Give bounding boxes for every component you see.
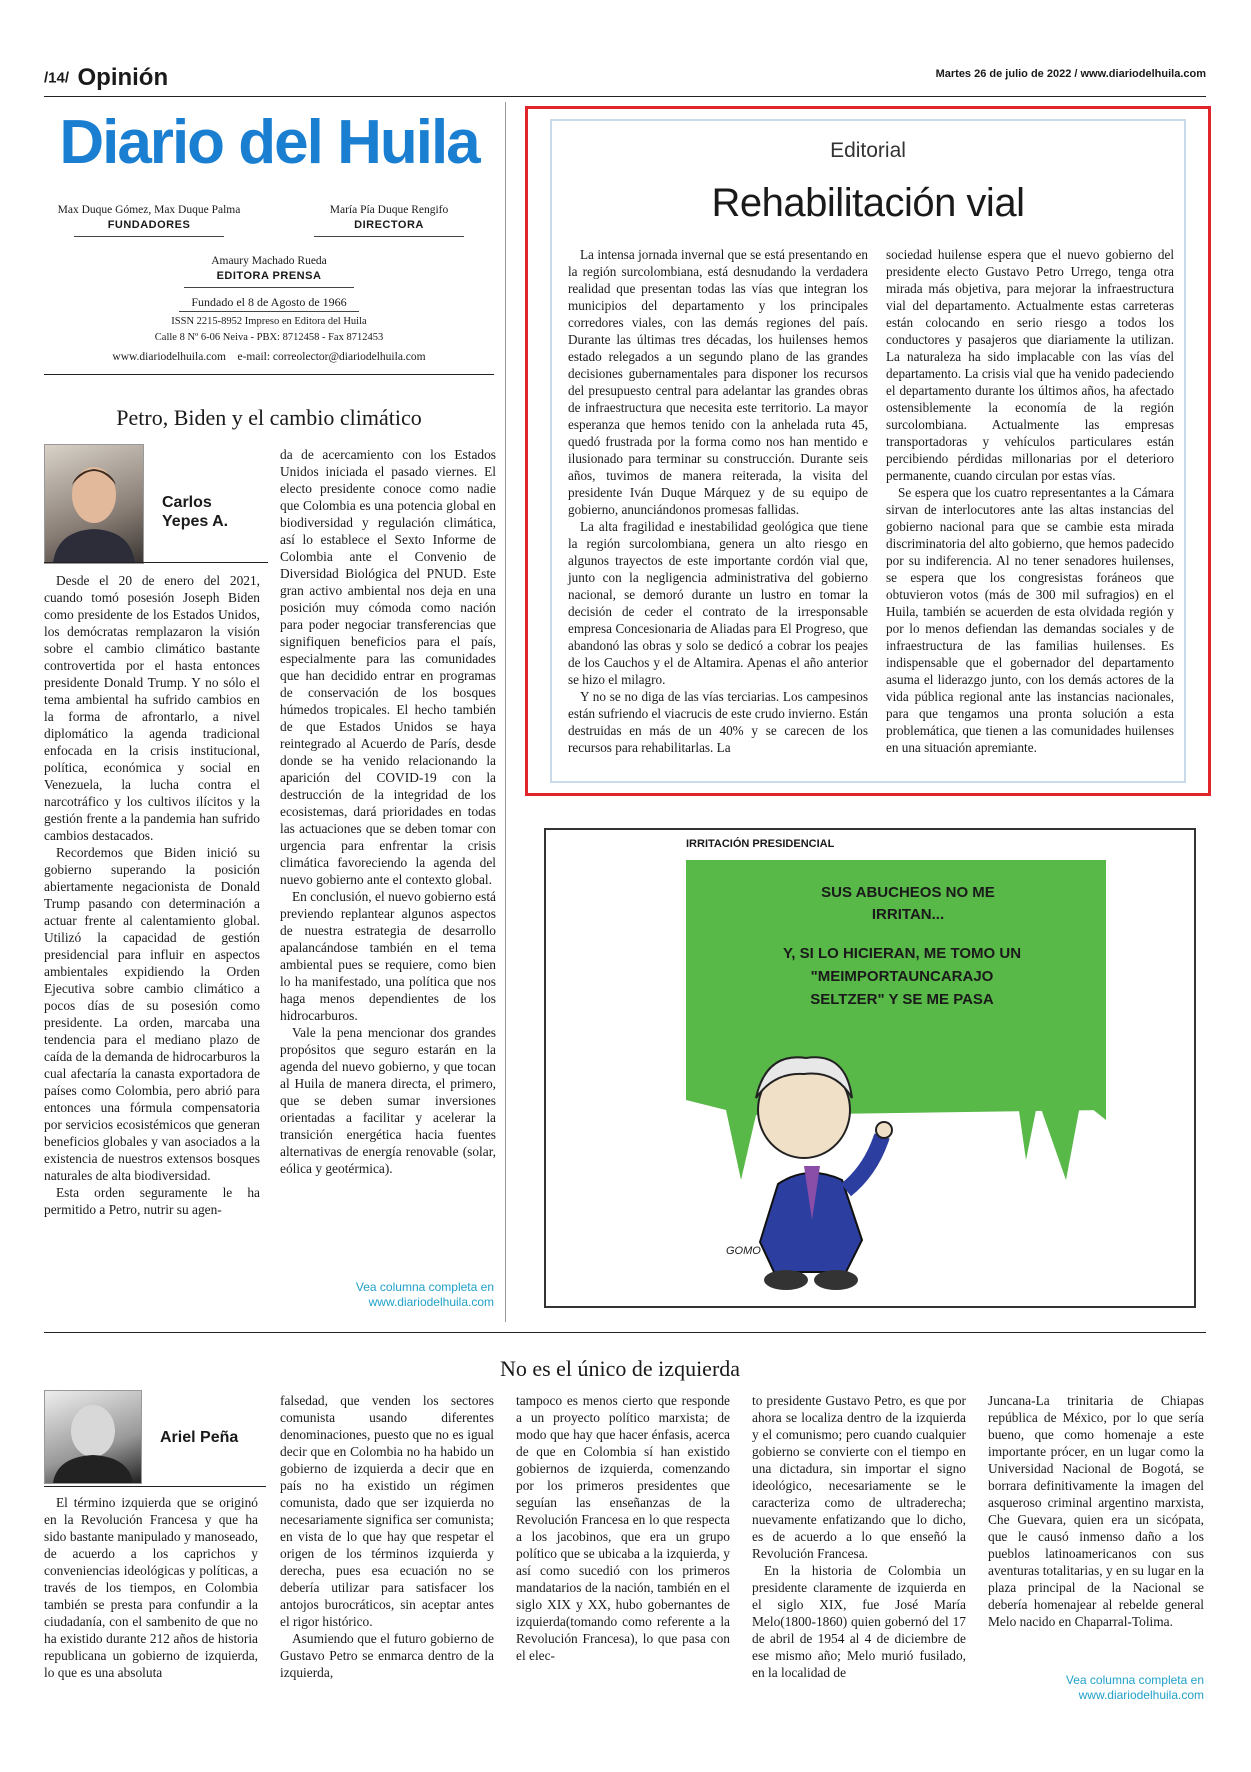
issn-line: ISSN 2215-8952 Impreso en Editora del Huila [171,316,367,327]
header-rule [44,96,1206,97]
author-photo-ariel [44,1390,142,1484]
cartoon-signature: GOMO [726,1245,761,1257]
editorial-title: Rehabilitación vial [711,181,1025,225]
masthead-rule [44,374,494,375]
cartoon-bubble-2: Y, SI LO HICIERAN, ME TOMO UN "MEIMPORTAUNCARAJO SELTZER" Y SE ME PASA [782,945,1022,1008]
masthead-logo: Diario del Huila [59,108,479,177]
editorial-box [525,106,1211,796]
column1-text-b: da de acercamiento con los Estados Unidos iniciada el pasado viernes. El electo presidente conoce como nadie que Colombia es una potencia global en biodiversidad y regulación climática, así lo establece el Sexto Informe de Colombia ante el Convenio de Diversidad Biológica del PNUD. Este gran activo ambiental nos deja en una posición muy cómoda como nación para poder negociar transferencias que signifiquen beneficios para el país, especialmente para las comunidades que han decidido entrar en programas de conservación de los bosques húmedos tropicales. El hecho también de que Estados Unidos se haya reintegrado al Acuerdo de París, desde donde se ha venido relacionando la aparición del COVID-19 con la destrucción de la integridad de los ecosistemas, dará prioridades en todas las actuaciones que se deben tomar con urgencia para enfrentar la crisis climática favoreciendo la agenda del nuevo gobierno ante el contexto global. En conclusión, el nuevo gobierno está previendo replantear algunos aspectos de nuestra estrategia de desarrollo apalancándose también en el tema ambiental pues se requiere, como bien lo ha manifestado, una política que nos haga menos dependientes de los hidrocarburos. Vale la pena mencionar dos grandes propósitos que seguro estarán en la agenda del nuevo gobierno, y que tocan al Huila de manera directa, el primero, que se deben sumar inversiones orientadas a facilitar y acelerar la transición energética hacia fuentes alternativas de energía renovable (solar, eólica y geotérmica). [280,447,496,1176]
column1-title: Petro, Biden y el cambio climático [116,405,422,430]
column2-text-a: El término izquierda que se originó en la Revolución Francesa y que ha sido bastante manipulado y manoseado, de acuerdo a los caprichos y conveniencias ideológicas y políticas, a través de los tiempos, en Colombia también se presta para confundir a la ciudadanía, con el sambenito de que no ha existido durante 212 años de historia republicana un gobierno de izquierda, lo que es una absoluta [44,1495,258,1680]
column1-text-a: Desde el 20 de enero del 2021, cuando tomó posesión Joseph Biden como presidente de los Estados Unidos, los demócratas remplazaron la visión sobre el cambio climático bastante controvertida por el hasta entonces presidente Donald Trump. Y no sólo el tema ambiental ha sufrido cambios en la forma de afrontarlo, a nivel diplomático la agenda tradicional enfocada en la crisis institucional, política, económica y social en Venezuela, la lucha contra el narcotráfico y los cultivos ilícitos y la gestión frente a la pandemia han sufrido cambios destacados. Recordemos que Biden inició su gobierno superando la posición abiertamente negacionista de Donald Trump pasando con determinación a actuar frente al calentamiento global. Utilizó la capacidad de gestión presidencial para influir en aspectos ambientales expidiendo la Orden Ejecutiva sobre cambio climático a pocos días de su posesión como presidente. La orden, marcaba una tendencia para el mediano plazo de caída de la demanda de hidrocarburos la cual afectaría la canasta exportadora de países como Colombia, pero abrió para entonces una fórmula compensatoria por servicios ecosistémicos que generan beneficios globales y van asociados a la existencia de nuestros extensos bosques naturales de alta biodiversidad. Esta orden seguramente le ha permitido a Petro, nutrir su agen- [44,573,260,1217]
portrait-icon [45,1391,141,1483]
cartoon-label: IRRITACIÓN PRESIDENCIAL [686,838,835,850]
date-line: Martes 26 de julio de 2022 / www.diariodelhuila.com [935,68,1206,80]
author-rule-2 [44,1486,266,1487]
editorial-text-a: La intensa jornada invernal que se está presentando en la región surcolombiana, está desnudando la verdadera realidad que presentan todas las vías que integran los municipios del departamento y los principales corredores viales, con las demás regiones del país. Durante las últimas tres décadas, los huilenses hemos estado relegados a un segundo plano de las grandes decisiones gubernamentales para disponer los recursos del presupuesto central para adelantar las grandes obras de infraestructura que necesita este territorio. La mayor esperanza que hemos tenido con la anhelada ruta 45, quedó frustrada por la forma como nos han mentido e ilusionado para terminar su construcción. Durante seis años, tuvimos de manera reiterada, la visita del presidente Iván Duque Márquez y de su equipo de gobierno, anunciándonos promesas fallidas. La alta fragilidad e inestabilidad geológica que tiene la región surcolombiana, genera un alto riesgo en algunos trayectos de este importante cordón vial que, junto con la negligencia administrativa del gobierno nacional, se demoró durante un lustro en tomar la decisión de ceder el contrato de la irresponsable empresa Concesionaria de Aliadas para El Progreso, que abandonó las obras y solo se dedicó a cobrar los peajes de los Cauchos y el de Altamira. Apenas el año anterior se hizo el milagro. Y no se no diga de las vías terciarias. Los campesinos están sufriendo el viacrucis de este crudo invierno. Están destruidas en más de un 40% y se carecen de los recursos para rehabilitarlas. La [568,247,868,755]
portrait-icon [45,445,143,563]
section-rule [44,1332,1206,1333]
column2-text-c: tampoco es menos cierto que responde a un proyecto político marxista; de modo que hay que hacer énfasis, acerca de que en Colombia sí han existido gobiernos de izquierda, comenzando por los primeros presidentes que seguían las enseñanzas de la Revolución Francesa en lo que respecta a los jacobinos, que era un grupo político que se ubicaba a la izquierda, y así como sucedió con los primeros mandatarios de la nación, también en el siglo XIX y XX, hubo gobernantes de izquierda(tomando como referente a la Revolución Francesa), lo que pasa con el elec- [516,1393,730,1663]
column1-author: Carlos Yepes A. [162,494,229,530]
founded-date: Fundado el 8 de Agosto de 1966 [119,295,419,312]
editor: Amaury Machado Rueda EDITORA PRENSA [144,254,394,288]
director: María Pía Duque Rengifo DIRECTORA [284,203,494,237]
column2-text-b: falsedad, que venden los sectores comunista usando diferentes denominaciones, puesto que no es igual decir que en Colombia no ha habido un gobierno de izquierda a decir que en país no ha existido un régimen comunista, dado que ser izquierda no necesariamente significa ser comunista; en vista de lo que hay que respetar el origen de los términos izquierda y derecha, pues esa ecuación no se debería utilizar para satisfacer los antojos burocráticos, sin aceptar antes el rigor histórico. Asumiendo que el futuro gobierno de Gustavo Petro se enmarca dentro de la izquierda, [280,1393,494,1680]
column2-text-e: Juncana-La trinitaria de Chiapas república de México, por lo que sería bueno, que como homenaje a este importante prócer, en un lugar como la Universidad Nacional de Bogotá, se borrara definitivamente la imagen del asqueroso criminal argentino marxista, Che Guevara, quien era un sicópata, que le causó inmenso daño a los pueblos latinoamericanos con sus aventuras totalitarias, y en su lugar en la plaza principal de la Nacional se debería homenajear al rebelde general Melo nacido en Chaparral-Tolima. [988,1393,1204,1629]
editorial-text-b: sociedad huilense espera que el nuevo gobierno del presidente electo Gustavo Petro Urrego, tenga otra mirada más objetiva, para mejorar la infraestructura vial del departamento. Actualmente estas carreteras están colocando en serio riesgo a todos los conductores y pasajeros que diariamente la utilizan. La naturaleza ha sido implacable con las vías del departamento. La crisis vial que ha venido padeciendo el departamento durante los últimos años, ha afectado ostensiblemente la economía de la región surcolombiana. Actualmente las empresas transportadoras y vehículos particulares están percibiendo pérdidas millonarias por el deterioro permanente, cuando circulan por estas vías. Se espera que los cuatro representantes a la Cámara sirvan de interlocutores ante las altas instancias del gobierno nacional para que se cambie esta mirada discriminatoria del alto gobierno, que hemos padecido por su indiferencia. Al no tener senadores huilenses, se espera que los congresistas foráneos que obtuvieron votos (más de 300 mil sufragios) en el Huila, también se acuerden de esta olvidada región y por lo menos defiendan las demandas sociales y de infraestructura de las familias huilenses. Es indispensable que el gobernador del departamento asuma el liderazgo junto, con los demás actores de la vida pública regional ante las instancias nacionales, para que tengamos una pronta solución a esta problemática, que tienen a las comunidades huilenses en una situación apremiante. [886,247,1174,755]
page-header [44,64,1206,94]
author-photo-carlos [44,444,144,564]
web-email-line: www.diariodelhuila.com e-mail: correolector@diariodelhuila.com [112,351,426,363]
editorial-kicker: Editorial [830,139,906,162]
column2-title: No es el único de izquierda [499,1356,741,1381]
section-name: Opinión [77,64,169,91]
column2-read-more-link[interactable]: Vea columna completa en www.diariodelhuila.com [1065,1673,1204,1702]
address-line: Calle 8 Nº 6-06 Neiva - PBX: 8712458 - Fax 8712453 [154,332,384,343]
cartoon-illustration [686,860,1106,1300]
column1-read-more-link[interactable]: Vea columna completa en www.diariodelhuila.com [355,1280,494,1309]
column2-author: Ariel Peña [160,1429,239,1446]
author-rule [44,562,268,563]
cartoon-frame [544,828,1196,1308]
page-number: /14/ [44,69,70,87]
masthead [44,108,494,374]
column2-text-d: to presidente Gustavo Petro, es que por ahora se localiza dentro de la izquierda y el comunismo; pero cuando cualquier gobierno se convierte con el tiempo en una dictadura, sin importar el signo ideológico, necesariamente se le caracteriza como de ultraderecha; nuevamente enfatizando que lo dicho, es de acuerdo a lo que enseñó la Revolución Francesa. En la historia de Colombia un presidente claramente de izquierda en el siglo XIX, fue José María Melo(1800-1860) quien gobernó del 17 de abril de 1954 al 4 de diciembre de ese mismo año; Melo murió fusilado, en la localidad de [752,1393,966,1680]
founders: Max Duque Gómez, Max Duque Palma FUNDADORES [44,203,254,237]
column-divider [505,102,506,1322]
cartoon-bubble-1: SUS ABUCHEOS NO ME IRRITAN... [821,884,995,923]
